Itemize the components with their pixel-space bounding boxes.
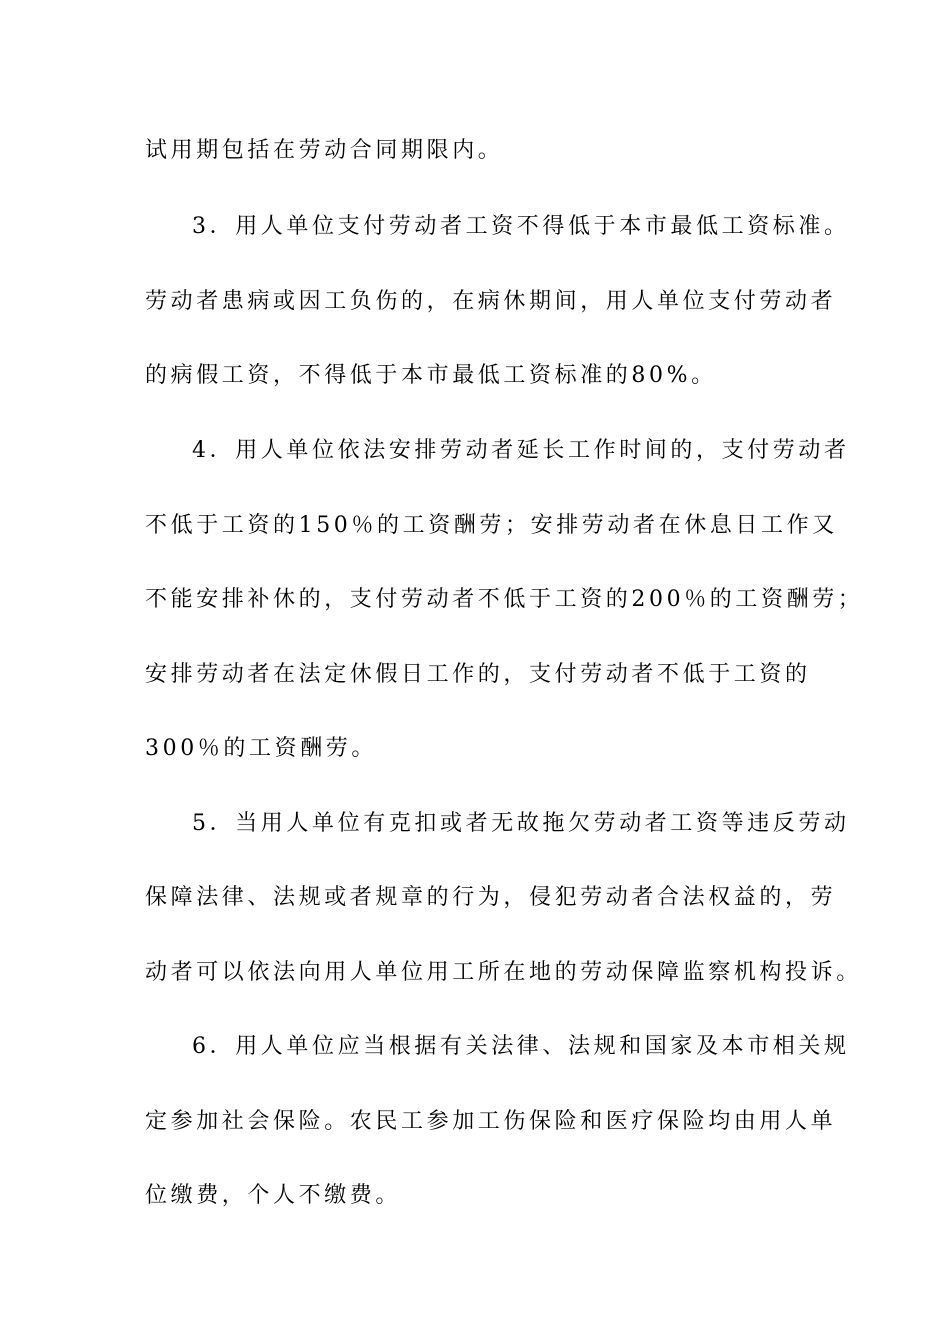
text-line-4: 的病假工资，不得低于本市最低工资标准的80%。 (145, 363, 717, 388)
text-line-7: 不能安排补休的，支付劳动者不低于工资的200％的工资酬劳； (145, 587, 864, 612)
text-line-5: 4．用人单位依法安排劳动者延长工作时间的，支付劳动者 (192, 438, 850, 463)
text-line-1: 试用期包括在劳动合同期限内。 (145, 138, 504, 163)
text-line-8: 安排劳动者在法定休假日工作的，支付劳动者不低于工资的 (145, 662, 811, 687)
text-line-15: 位缴费，个人不缴费。 (145, 1183, 402, 1208)
text-line-14: 定参加社会保险。农民工参加工伤保险和医疗保险均由用人单 (145, 1109, 837, 1134)
text-line-2: 3．用人单位支付劳动者工资不得低于本市最低工资标准。 (192, 214, 850, 239)
text-line-10: 5．当用人单位有克扣或者无故拖欠劳动者工资等违反劳动 (192, 811, 850, 836)
text-line-3: 劳动者患病或因工负伤的，在病休期间，用人单位支付劳动者 (145, 289, 837, 314)
text-line-13: 6．用人单位应当根据有关法律、法规和国家及本市相关规 (192, 1034, 850, 1059)
text-line-12: 动者可以依法向用人单位用工所在地的劳动保障监察机构投诉。 (145, 960, 862, 985)
text-line-9: 300％的工资酬劳。 (145, 736, 377, 761)
text-line-6: 不低于工资的150％的工资酬劳；安排劳动者在休息日工作又 (145, 513, 838, 538)
text-line-11: 保障法律、法规或者规章的行为，侵犯劳动者合法权益的，劳 (145, 885, 837, 910)
